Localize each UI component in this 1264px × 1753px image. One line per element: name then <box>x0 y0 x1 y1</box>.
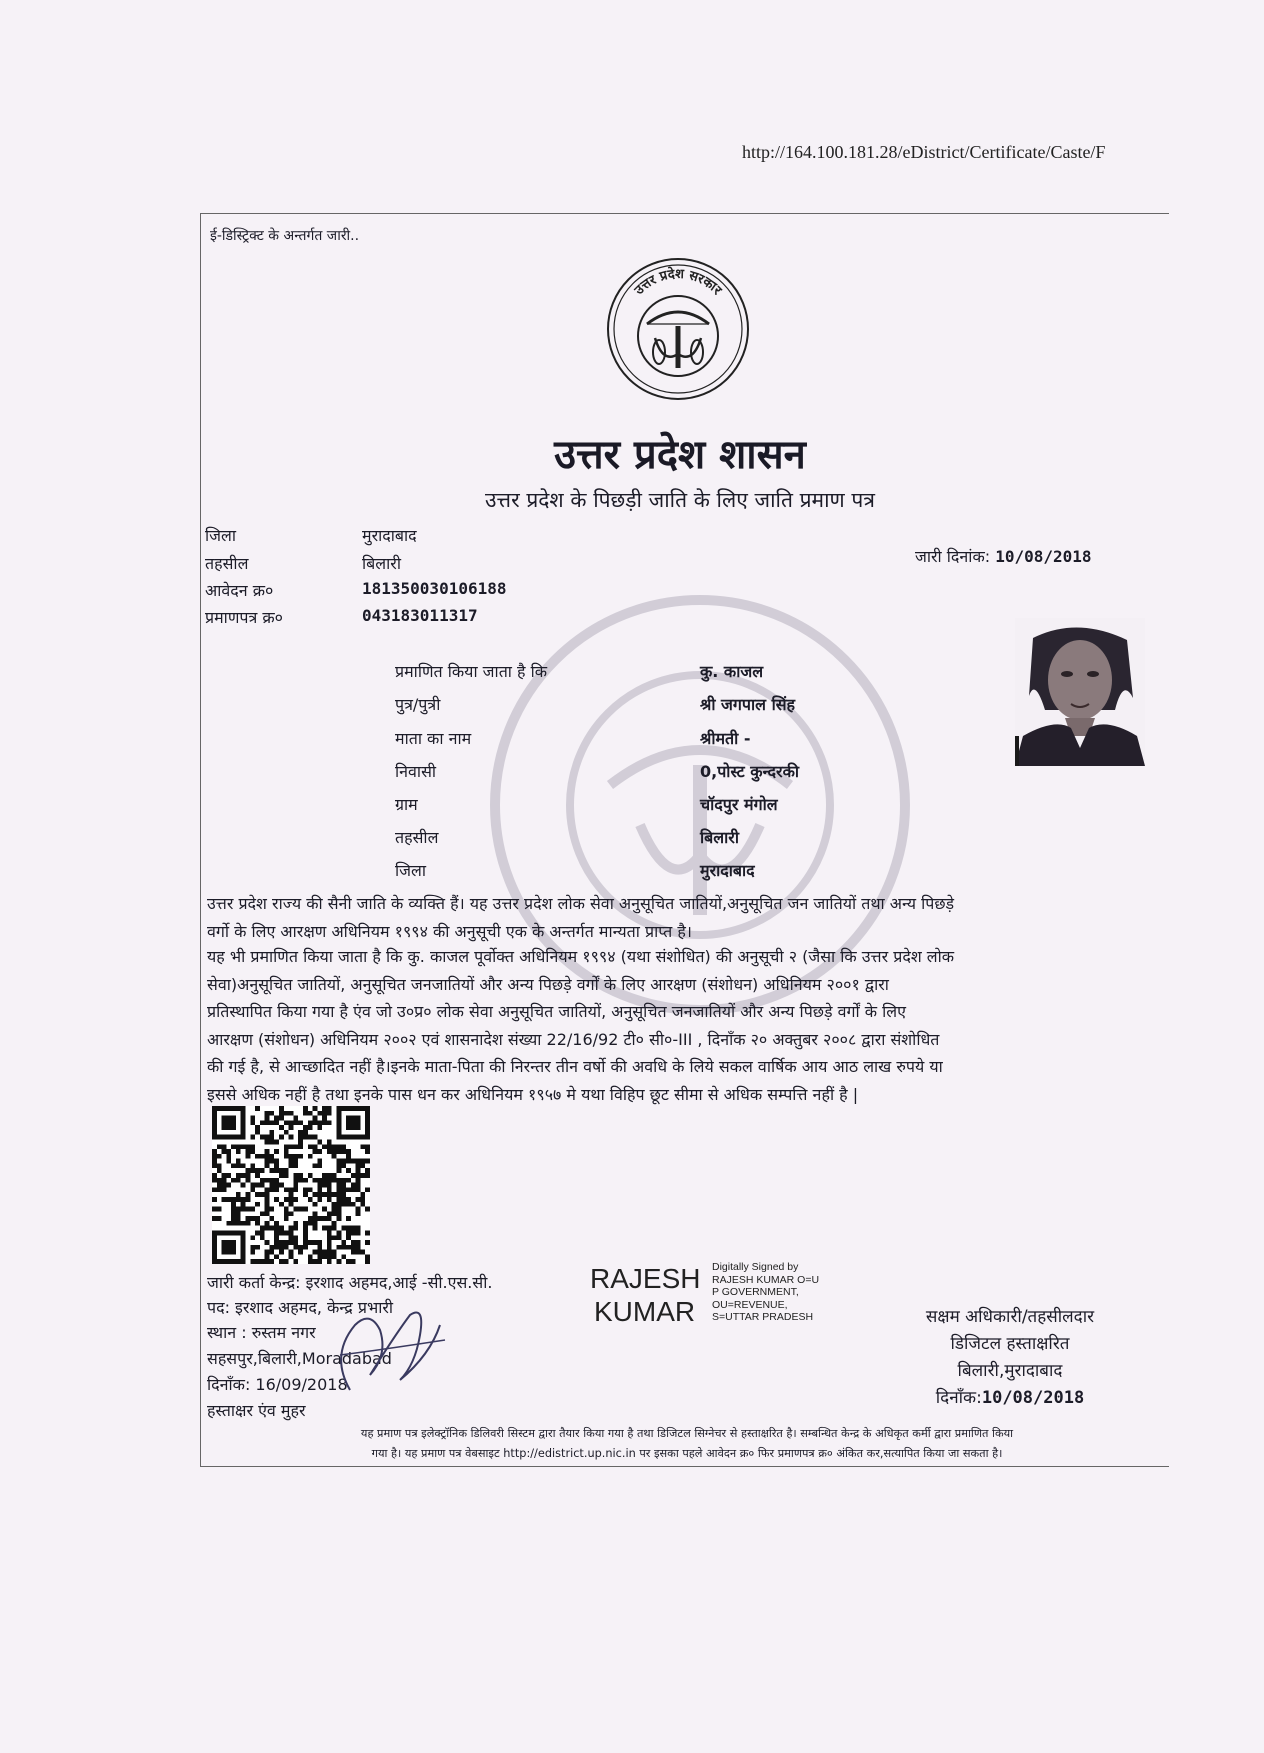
application-no-label: आवेदन क्र० <box>205 581 274 600</box>
applicant-name: कु. काजल <box>700 662 764 681</box>
issue-date-label: जारी दिनांक: <box>915 547 991 566</box>
issue-date <box>915 545 1092 567</box>
paragraph-line: उत्तर प्रदेश राज्य की सैनी जाति के व्यक्ति हैं। यह उत्तर प्रदेश लोक सेवा अनुसूचित जातियों,अनुसूचित जन जातियों तथा अन्य पिछड़े <box>207 894 955 913</box>
paragraph-line: वर्गो के लिए आरक्षण अधिनियम १९९४ की अनुसूची एक के अन्तर्गत मान्यता प्राप्त है। <box>207 921 692 941</box>
issuer-date: दिनाँक: 16/09/2018 <box>207 1375 348 1394</box>
issued-under-text: ई-डिस्ट्रिक्ट के अन्तर्गत जारी.. <box>210 228 360 244</box>
digital-signature-details: Digitally Signed by RAJESH KUMAR O=U P GOVERNMENT, OU=REVENUE, S=UTTAR PRADESH <box>712 1261 820 1323</box>
village-value: चॉदपुर मंगोल <box>700 795 778 814</box>
footer-note-line-2: गया है। यह प्रमाण पत्र वेबसाइट http://edistrict.up.nic.in पर इसका पहले आवेदन क्र० फिर प्रमाणपत्र क्र० अंकित कर,सत्यापित किया जा सकता है। <box>371 1447 1003 1460</box>
issuer-designation: पद: इरशाद अहमद, केन्द्र प्रभारी <box>207 1298 394 1317</box>
footer-note-line-1: यह प्रमाण पत्र इलेक्ट्रॉनिक डिलिवरी सिस्टम द्वारा तैयार किया गया है तथा डिजिटल सिग्नेचर से हस्ताक्षरित है। सम्बन्धित केन्द्र के अधिकृत कर्मी द्वारा प्रमाणित किया <box>360 1427 1014 1440</box>
authority-place: बिलारी,मुरादाबाद <box>957 1361 1063 1381</box>
tehsil-label: तहसील <box>205 554 249 573</box>
resident-label: निवासी <box>395 762 437 781</box>
authority-date-label: दिनाँक: <box>935 1388 982 1408</box>
father-name: श्री जगपाल सिंह <box>700 695 796 714</box>
paragraph-line: यह भी प्रमाणित किया जाता है कि कु. काजल पूर्वोक्त अधिनियम १९९४ (यथा संशोधित) की अनुसूची २ (जैसा कि उत्तर प्रदेश लोक <box>207 947 955 966</box>
paragraph-line: सेवा)अनुसूचित जातियों, अनुसूचित जनजातियों और अन्य पिछड़े वर्गों के लिए आरक्षण (संशोधन) अधिनियम २००१ द्वारा <box>207 974 889 994</box>
resident-value: 0,पोस्ट कुन्दरकी <box>700 762 800 781</box>
tehsil-field-label: तहसील <box>395 828 439 847</box>
son-daughter-label: पुत्र/पुत्री <box>395 695 441 714</box>
creamy-layer-paragraph <box>207 943 1167 1108</box>
handwritten-signature-icon <box>310 1295 460 1405</box>
svg-text:उत्तर प्रदेश सरकार: उत्तर प्रदेश सरकार <box>631 266 725 299</box>
certificate-frame-bottom <box>200 1466 1169 1467</box>
up-government-emblem-icon <box>605 256 751 402</box>
mother-name-label: माता का नाम <box>395 729 472 748</box>
village-label: ग्राम <box>395 795 418 814</box>
certificate-no-value: 043183011317 <box>362 606 478 625</box>
district-field-label: जिला <box>395 861 427 880</box>
issuer-place: स्थान : रुस्तम नगर <box>207 1323 316 1342</box>
authority-designation: सक्षम अधिकारी/तहसीलदार <box>925 1307 1095 1327</box>
authority-date-value: 10/08/2018 <box>981 1388 1085 1408</box>
district-field-value: मुरादाबाद <box>700 861 755 880</box>
page-url: http://164.100.181.28/eDistrict/Certificate/Caste/F <box>742 142 1106 162</box>
applicant-photo <box>1015 618 1145 766</box>
signature-seal-label: हस्ताक्षर एंव मुहर <box>207 1401 306 1420</box>
digital-signer-name: RAJESH KUMAR <box>590 1263 701 1327</box>
district-value: मुरादाबाद <box>362 526 417 545</box>
certificate-no-label: प्रमाणपत्र क्र० <box>205 608 283 627</box>
district-label: जिला <box>205 526 237 545</box>
authority-date <box>850 1385 1170 1408</box>
paragraph-line: आरक्षण (संशोधन) अधिनियम २००२ एवं शासनादेश संख्या 22/16/92 टी० सी०-III , दिनाँक २० अक्तुबर २००८ द्वारा संशोधित <box>207 1029 940 1049</box>
issuer-address: सहसपुर,बिलारी,Moradabad <box>207 1349 392 1368</box>
authority-digitally-signed: डिजिटल हस्ताक्षरित <box>950 1334 1070 1354</box>
certificate-title: उत्तर प्रदेश के पिछड़ी जाति के लिए जाति प्रमाण पत्र <box>485 488 875 512</box>
issue-date-value: 10/08/2018 <box>995 547 1092 566</box>
tehsil-value: बिलारी <box>362 554 401 573</box>
mother-name: श्रीमती - <box>700 729 751 748</box>
tehsil-field-value: बिलारी <box>700 828 739 847</box>
paragraph-line: की गई है, से आच्छादित नहीं है।इनके माता-पिता की निरन्तर तीन वर्षो की अवधि के लिये सकल वार्षिक आय आठ लाख रुपये या <box>207 1057 943 1076</box>
paragraph-line: प्रतिस्थापित किया गया है एंव जो उ०प्र० लोक सेवा अनुसूचित जातियों, अनुसूचित जनजातियों और अन्य पिछड़े वर्गों के लिए <box>207 1002 906 1021</box>
application-no-value: 181350030106188 <box>362 579 507 598</box>
qr-code <box>212 1106 370 1264</box>
paragraph-line: इससे अधिक नहीं है तथा इनके पास धन कर अधिनियम १९५७ मे यथा विहिप छूट सीमा से अधिक सम्पत्ति नहीं है | <box>207 1084 859 1104</box>
government-title: उत्तर प्रदेश शासन <box>554 432 806 478</box>
certified-that-label: प्रमाणित किया जाता है कि <box>395 662 548 681</box>
caste-statement-paragraph <box>207 890 1167 945</box>
issuing-centre: जारी कर्ता केन्द्र: इरशाद अहमद,आई -सी.एस.सी. <box>207 1273 493 1292</box>
